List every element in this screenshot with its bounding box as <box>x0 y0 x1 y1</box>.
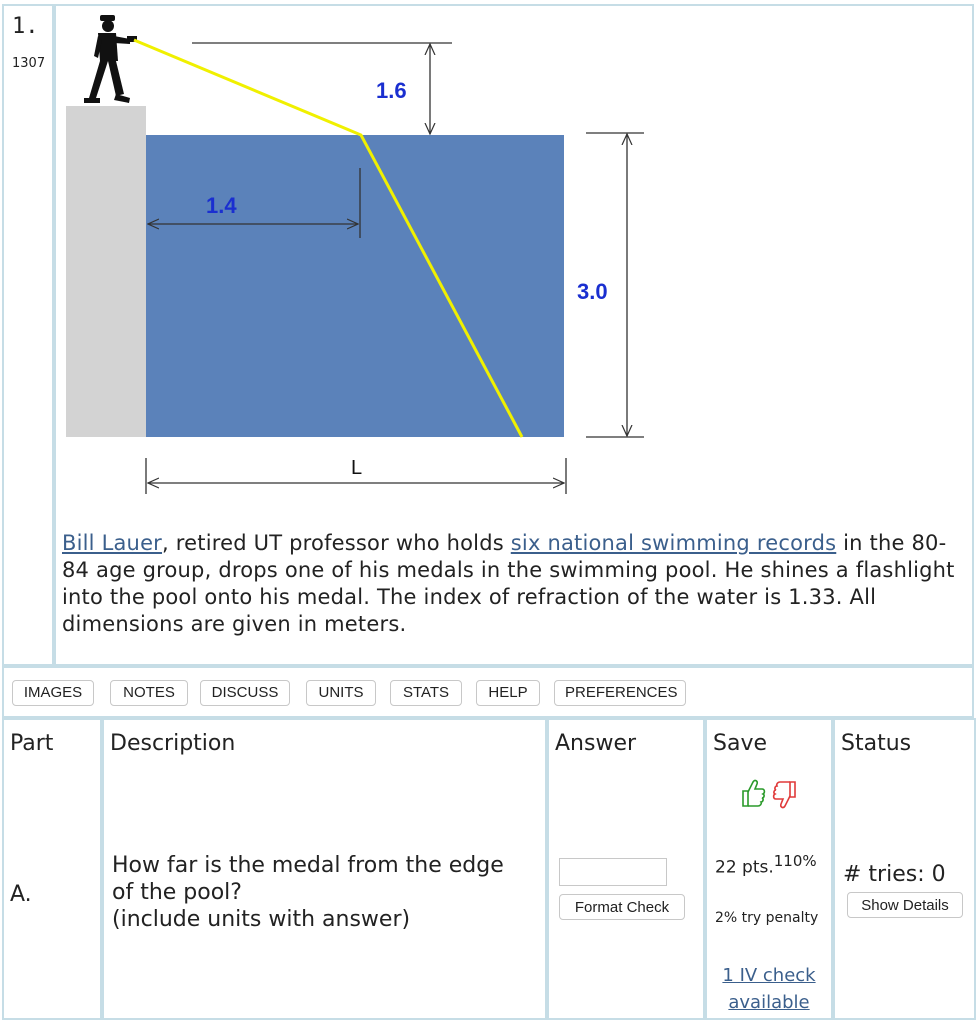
header-status: Status <box>835 720 974 768</box>
points-label: 22 pts. <box>715 857 774 878</box>
part-description <box>112 852 542 933</box>
description-line-2: of the pool? <box>112 880 242 905</box>
person-silhouette-icon <box>84 15 137 103</box>
points-value <box>715 852 817 878</box>
iv-check-line-2: available <box>728 992 810 1013</box>
label-length: L <box>351 457 363 479</box>
iv-check-link[interactable] <box>722 965 815 1013</box>
description-line-1: How far is the medal from the edge <box>112 853 504 878</box>
question-tabs-bar <box>2 666 974 718</box>
problem-statement <box>62 530 967 638</box>
pool-water <box>146 135 564 437</box>
description-line-3: (include units with answer) <box>112 907 411 932</box>
tab-images[interactable]: IMAGES <box>12 680 94 706</box>
answer-table <box>2 718 976 1020</box>
try-penalty: 2% try penalty <box>715 910 819 926</box>
format-check-button[interactable]: Format Check <box>559 894 685 920</box>
link-bill-lauer[interactable]: Bill Lauer <box>62 531 163 555</box>
answer-input[interactable] <box>559 858 667 886</box>
points-percent: 110% <box>773 852 817 870</box>
cell-answer <box>549 766 703 1018</box>
question-number-panel <box>2 4 54 666</box>
problem-text-part2: in the 80-84 age group, drops one of his medals in the swimming pool. He shines a flashlight into the pool onto his medal. The index of refraction of the water is 1.33. All dimensions are given in meters. <box>62 531 955 636</box>
question-content-panel <box>54 4 974 666</box>
tab-help[interactable]: HELP <box>476 680 540 706</box>
question-id: 1307 <box>12 56 46 71</box>
thumbs-down-icon[interactable] <box>771 778 801 812</box>
cell-description <box>104 766 545 1018</box>
problem-text-part1: , retired UT professor who holds <box>162 531 511 555</box>
cell-save <box>707 766 831 1018</box>
part-label: A. <box>10 882 32 907</box>
thumbs-up-icon[interactable] <box>737 776 767 810</box>
tab-units[interactable]: UNITS <box>306 680 376 706</box>
label-height-above: 1.6 <box>376 78 407 103</box>
iv-check-line-1: 1 IV check <box>722 965 816 986</box>
header-save: Save <box>707 720 831 768</box>
iv-check-link-wrapper <box>707 962 831 1016</box>
tab-discuss[interactable]: DISCUSS <box>200 680 290 706</box>
pool-diagram <box>56 6 972 526</box>
cell-status <box>835 766 974 1018</box>
question-number: 1. <box>12 14 39 39</box>
header-part: Part <box>4 720 100 768</box>
tab-notes[interactable]: NOTES <box>110 680 188 706</box>
header-description: Description <box>104 720 545 768</box>
label-depth: 3.0 <box>577 279 608 304</box>
tab-preferences[interactable]: PREFERENCES <box>554 680 686 706</box>
tab-stats[interactable]: STATS <box>390 680 462 706</box>
link-swimming-records[interactable]: six national swimming records <box>510 531 837 555</box>
label-horizontal: 1.4 <box>206 193 237 218</box>
pool-ledge <box>66 106 146 437</box>
header-answer: Answer <box>549 720 703 768</box>
cell-part <box>4 766 100 1018</box>
show-details-button[interactable]: Show Details <box>847 892 963 918</box>
tries-count: # tries: 0 <box>843 862 946 887</box>
